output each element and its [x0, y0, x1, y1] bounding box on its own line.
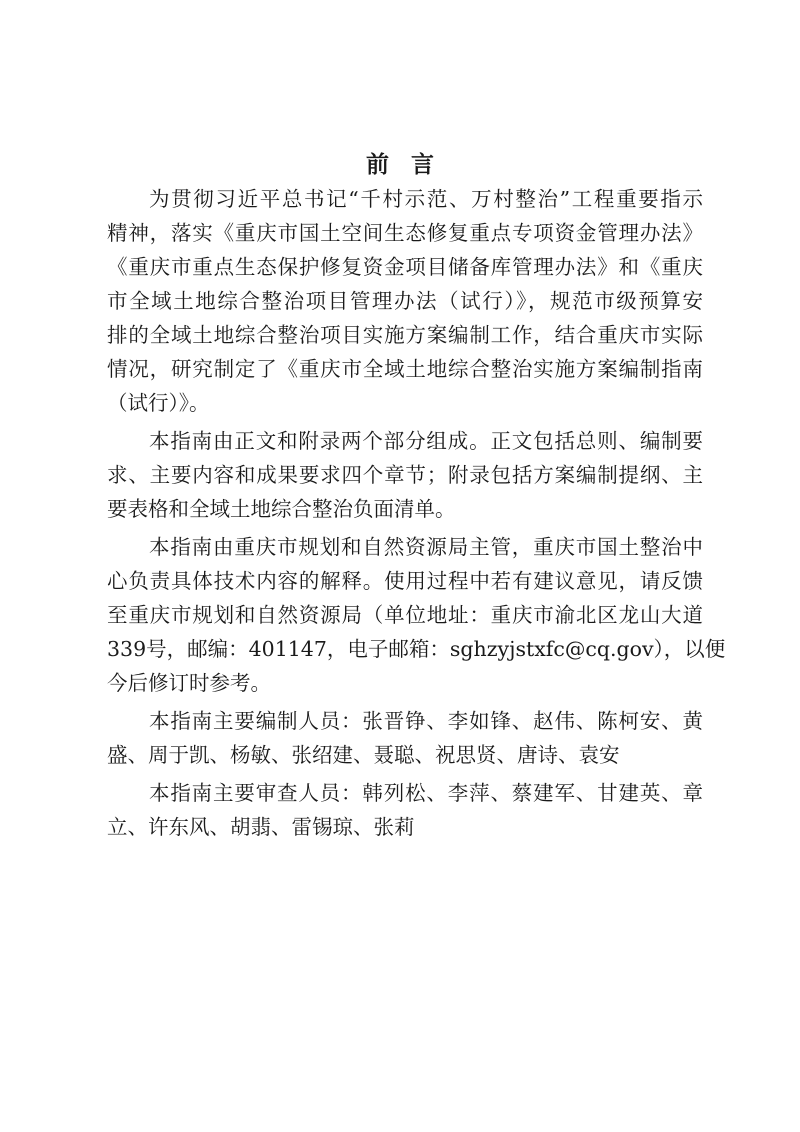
page-title: 前言: [366, 152, 456, 178]
text-line: 市全域土地综合整治项目管理办法（试行）》，规范市级预算安: [107, 289, 703, 313]
text-line: 为贯彻习近平总书记“千村示范、万村整治”工程重要指示: [149, 187, 703, 211]
text-line: （试行）》。: [107, 391, 210, 415]
text-line: 本指南主要审查人员：韩列松、李萍、蔡建军、甘建英、章: [149, 781, 703, 805]
text-line: 排的全域土地综合整治项目实施方案编制工作，结合重庆市实际: [107, 323, 703, 347]
text-line: 情况，研究制定了《重庆市全域土地综合整治实施方案编制指南: [107, 357, 703, 381]
text-line: 心负责具体技术内容的解释。使用过程中若有建议意见，请反馈: [107, 569, 703, 593]
text-line: 本指南主要编制人员：张晋铮、李如锋、赵伟、陈柯安、黄: [149, 709, 703, 733]
contact-line: 339号，邮编：401147，电子邮箱：sghzyjstxfc@cq.gov），以便: [107, 637, 726, 661]
text-line: 精神，落实《重庆市国土空间生态修复重点专项资金管理办法》: [107, 221, 703, 245]
text-line: 至重庆市规划和自然资源局（单位地址：重庆市渝北区龙山大道: [107, 603, 703, 627]
text-line: 求、主要内容和成果要求四个章节；附录包括方案编制提纲、主: [107, 463, 703, 487]
text-line: 本指南由重庆市规划和自然资源局主管，重庆市国土整治中: [149, 535, 703, 559]
text-line: 立、许东风、胡翡、雷锡琼、张莉: [107, 815, 415, 839]
text-line: 盛、周于凯、杨敏、张绍建、聂聪、祝思贤、唐诗、袁安: [107, 743, 620, 767]
text-line: 要表格和全域土地综合整治负面清单。: [107, 497, 456, 521]
text-line: 本指南由正文和附录两个部分组成。正文包括总则、编制要: [149, 429, 703, 453]
text-line: 今后修订时参考。: [107, 671, 271, 695]
text-line: 《重庆市重点生态保护修复资金项目储备库管理办法》和《重庆: [107, 255, 703, 279]
